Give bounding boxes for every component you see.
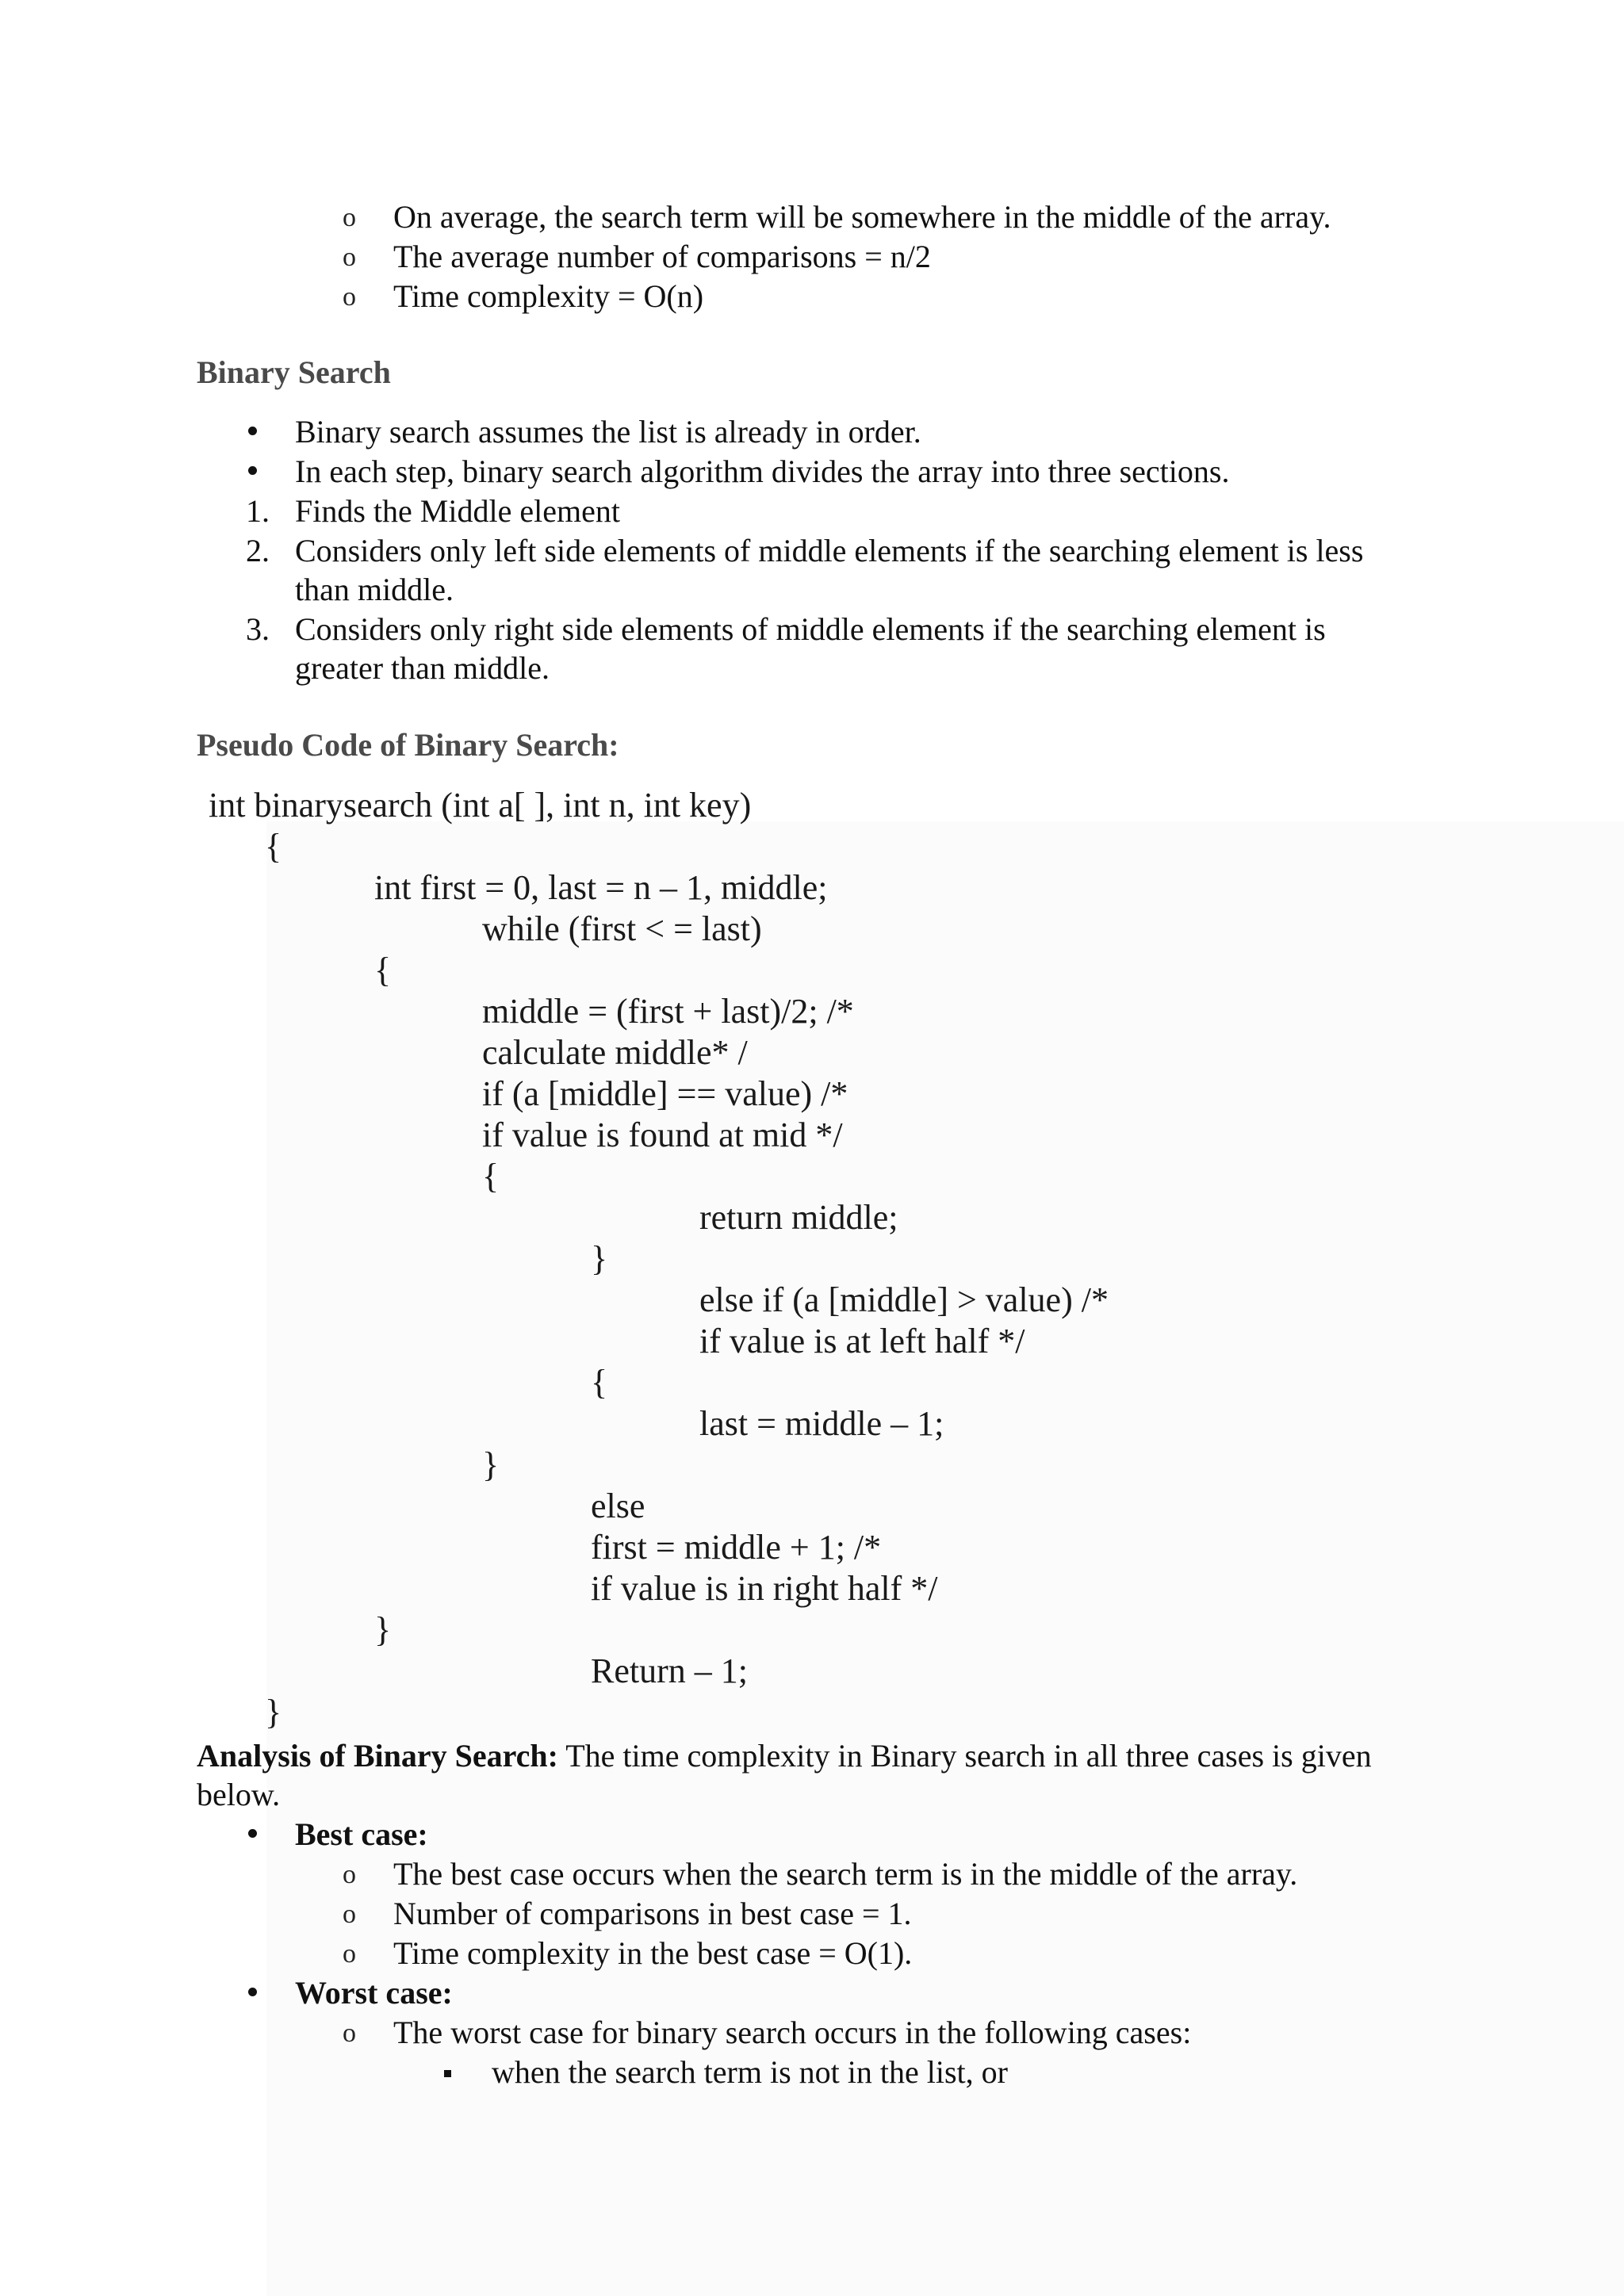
linear-point: The average number of comparisons = n/2 xyxy=(393,239,931,274)
analysis-paragraph xyxy=(197,1737,1372,1775)
circle-bullet-icon: o xyxy=(343,282,356,312)
code-line: { xyxy=(591,1363,608,1402)
binary-bullet: In each step, binary search algorithm divides the array into three sections. xyxy=(295,453,1230,489)
code-line: while (first < = last) xyxy=(482,909,762,948)
code-line: { xyxy=(374,951,392,989)
code-line: first = middle + 1; /* xyxy=(591,1528,882,1567)
code-line: middle = (first + last)/2; /* xyxy=(482,992,854,1031)
code-line: { xyxy=(265,827,282,866)
code-line: Return – 1; xyxy=(591,1651,748,1690)
bullet-icon xyxy=(248,466,257,475)
bullet-icon xyxy=(248,427,257,435)
code-line: int first = 0, last = n – 1, middle; xyxy=(374,868,828,907)
step-text: than middle. xyxy=(295,572,454,607)
analysis-text: The time complexity in Binary search in all three cases is given xyxy=(557,1738,1372,1774)
analysis-label: Analysis of Binary Search: xyxy=(197,1738,558,1774)
bullet-icon xyxy=(248,1988,257,1996)
circle-bullet-icon: o xyxy=(343,1900,356,1929)
code-line: if value is in right half */ xyxy=(591,1569,938,1608)
code-line: calculate middle* / xyxy=(482,1033,748,1072)
code-line: { xyxy=(482,1157,500,1196)
binary-search-heading: Binary Search xyxy=(197,354,391,390)
bullet-icon xyxy=(248,1829,257,1838)
code-line: return middle; xyxy=(699,1198,898,1237)
code-line: } xyxy=(591,1239,608,1278)
linear-point: Time complexity = O(n) xyxy=(393,278,704,314)
analysis-text-cont: below. xyxy=(197,1777,281,1812)
step-text: greater than middle. xyxy=(295,650,550,686)
code-line: } xyxy=(265,1693,282,1732)
circle-bullet-icon: o xyxy=(343,203,356,232)
step-text: Finds the Middle element xyxy=(295,493,620,529)
code-line: last = middle – 1; xyxy=(699,1404,944,1443)
code-line: if value is found at mid */ xyxy=(482,1115,843,1154)
circle-bullet-icon: o xyxy=(343,2019,356,2048)
circle-bullet-icon: o xyxy=(343,1939,356,1969)
code-line: } xyxy=(482,1445,500,1484)
step-number: 2. xyxy=(246,533,270,568)
best-case-label: Best case: xyxy=(295,1816,428,1852)
step-text: Considers only left side elements of middle elements if the searching element is less xyxy=(295,533,1364,568)
best-case-point: The best case occurs when the search term is in the middle of the array. xyxy=(393,1856,1298,1892)
step-number: 3. xyxy=(246,611,270,647)
code-line: int binarysearch (int a[ ], int n, int key) xyxy=(209,786,752,825)
code-line: if value is at left half */ xyxy=(699,1322,1025,1360)
code-line: if (a [middle] == value) /* xyxy=(482,1074,848,1113)
code-line: } xyxy=(374,1610,392,1649)
pseudo-code-heading: Pseudo Code of Binary Search: xyxy=(197,727,619,763)
best-case-point: Number of comparisons in best case = 1. xyxy=(393,1896,912,1931)
binary-bullet: Binary search assumes the list is already in order. xyxy=(295,414,921,450)
step-number: 1. xyxy=(246,493,270,529)
code-line: else if (a [middle] > value) /* xyxy=(699,1280,1109,1319)
circle-bullet-icon: o xyxy=(343,1860,356,1889)
worst-case-subpoint: when the search term is not in the list, or xyxy=(492,2054,1008,2090)
square-bullet-icon xyxy=(444,2070,451,2077)
circle-bullet-icon: o xyxy=(343,243,356,272)
code-line: else xyxy=(591,1487,645,1525)
step-text: Considers only right side elements of middle elements if the searching element is xyxy=(295,611,1326,647)
best-case-point: Time complexity in the best case = O(1). xyxy=(393,1935,913,1971)
worst-case-point: The worst case for binary search occurs in the following cases: xyxy=(393,2015,1192,2050)
linear-point: On average, the search term will be somewhere in the middle of the array. xyxy=(393,199,1331,235)
worst-case-label: Worst case: xyxy=(295,1975,453,2011)
